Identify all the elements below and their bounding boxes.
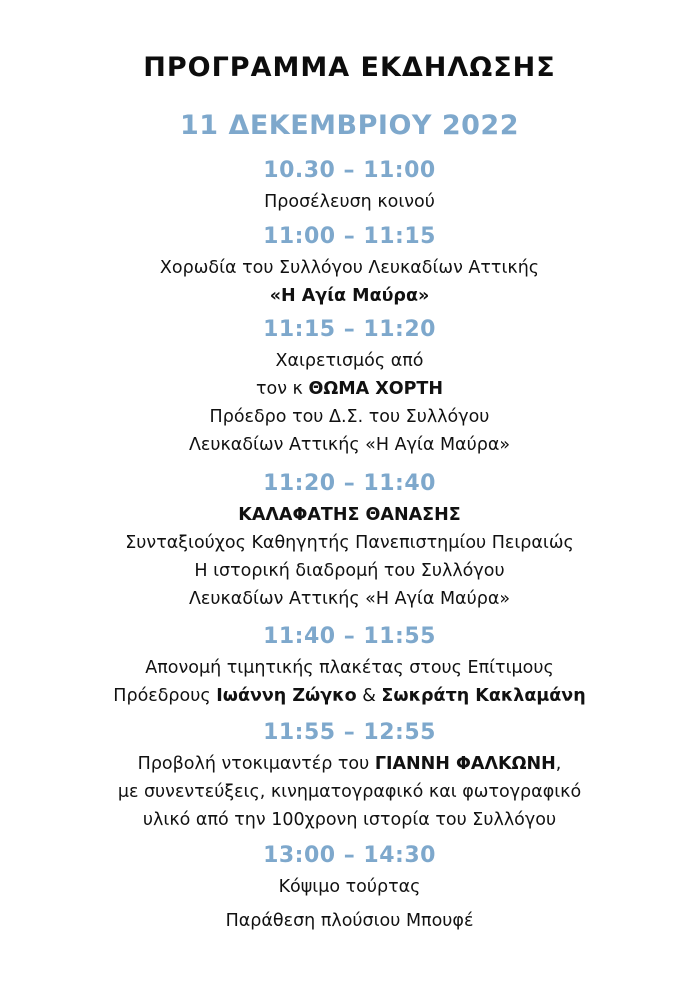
slot-5-ampersand: & — [356, 686, 382, 706]
slot-3-text-2 — [0, 379, 699, 399]
time-slot-2: 11:00 – 11:15 — [263, 224, 436, 249]
slot-3-prefix: τον κ — [255, 379, 309, 399]
slot-7-text-2: Παράθεση πλούσιου Μπουφέ — [225, 911, 474, 931]
time-slot-3: 11:15 – 11:20 — [263, 317, 436, 342]
slot-6-text-1 — [0, 754, 699, 774]
slot-4-speaker — [0, 505, 699, 525]
choir-name-bold: «Η Αγία Μαύρα» — [269, 286, 430, 306]
slot-2-text: Χορωδία του Συλλόγου Λευκαδίων Αττικής — [159, 258, 540, 278]
slot-2-choir-name — [0, 286, 699, 306]
slot-4-text-4: Λευκαδίων Αττικής «Η Αγία Μαύρα» — [188, 589, 511, 609]
time-slot-5: 11:40 – 11:55 — [263, 624, 436, 649]
honoree-name-kaklamanis: Σωκράτη Κακλαμάνη — [381, 686, 586, 706]
slot-3-text-3: Πρόεδρο του Δ.Σ. του Συλλόγου — [209, 407, 490, 427]
speaker-name-kalafatis: ΚΑΛΑΦΑΤΗΣ ΘΑΝΑΣΗΣ — [238, 505, 461, 525]
slot-3-text-4: Λευκαδίων Αττικής «Η Αγία Μαύρα» — [188, 435, 511, 455]
speaker-name-chortis: ΘΩΜΑ ΧΟΡΤΗ — [308, 379, 444, 399]
slot-6-prefix: Προβολή ντοκιμαντέρ του — [137, 754, 375, 774]
slot-4-text-2: Συνταξιούχος Καθηγητής Πανεπιστημίου Πειραιώς — [125, 533, 574, 553]
slot-6-text-2: με συνεντεύξεις, κινηματογραφικό και φωτογραφικό — [117, 782, 582, 802]
slot-1-text: Προσέλευση κοινού — [264, 192, 435, 212]
slot-7-text-1: Κόψιμο τούρτας — [278, 877, 421, 897]
event-date: 11 ΔΕΚΕΜΒΡΙΟΥ 2022 — [179, 110, 519, 141]
slot-4-text-3: Η ιστορική διαδρομή του Συλλόγου — [194, 561, 505, 581]
slot-6-text-3: υλικό από την 100χρονη ιστορία του Συλλόγου — [142, 810, 557, 830]
slot-5-prefix: Πρόεδρους — [113, 686, 217, 706]
time-slot-6: 11:55 – 12:55 — [263, 720, 436, 745]
time-slot-7: 13:00 – 14:30 — [263, 843, 436, 868]
director-name-falkonis: ΓΙΑΝΝΗ ΦΑΛΚΩΝΗ — [374, 754, 556, 774]
honoree-name-zogkos: Ιωάννη Ζώγκο — [216, 686, 357, 706]
slot-3-text-1: Χαιρετισμός από — [275, 351, 424, 371]
slot-6-comma: , — [555, 754, 562, 774]
time-slot-1: 10.30 – 11:00 — [263, 158, 436, 183]
time-slot-4: 11:20 – 11:40 — [263, 471, 436, 496]
slot-5-text-1: Απονομή τιμητικής πλακέτας στους Επίτιμους — [145, 658, 554, 678]
slot-5-text-2 — [0, 686, 699, 706]
page-title: ΠΡΟΓΡΑΜΜΑ ΕΚΔΗΛΩΣΗΣ — [143, 52, 556, 83]
